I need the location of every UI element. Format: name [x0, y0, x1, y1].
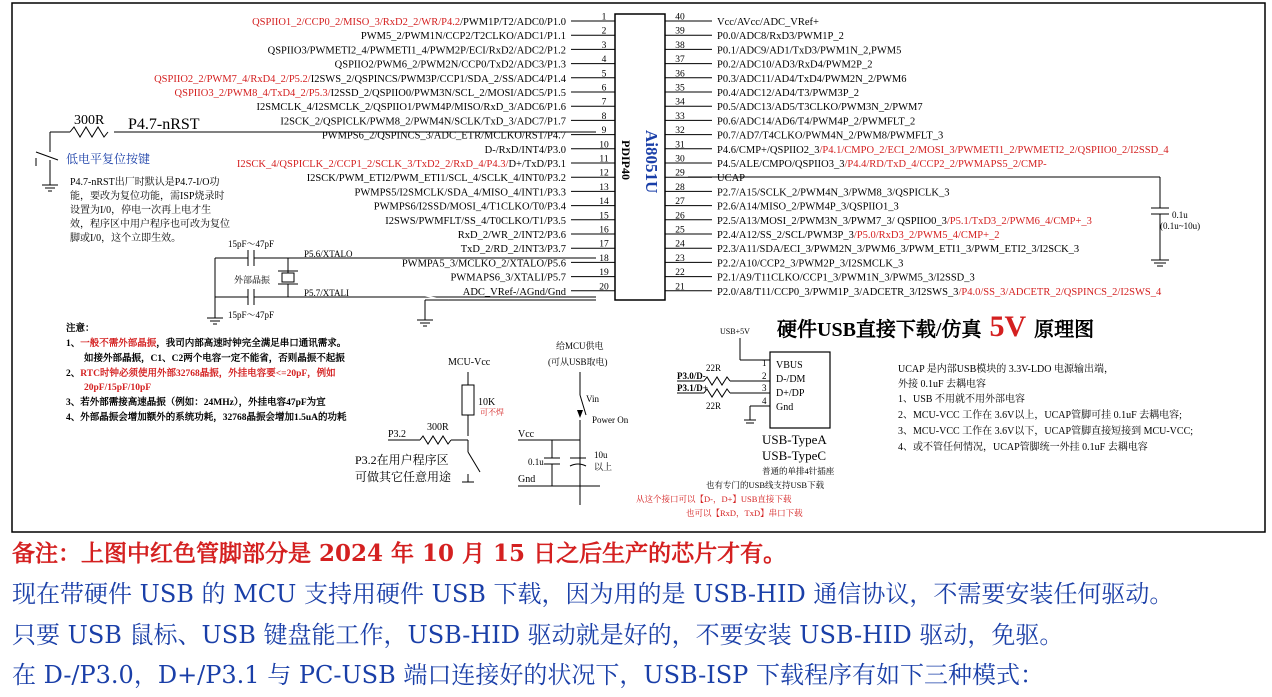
- right-pin-group: [665, 13, 1169, 298]
- bottom-note-red: 备注：上图中红色管脚部分是 2024 年 10 月 15 日之后生产的芯片才有。: [12, 540, 787, 567]
- left-pin-group: [154, 13, 615, 298]
- ucap-cap-range: (0.1u~10u): [1160, 221, 1201, 231]
- reset-resistor: [70, 127, 108, 137]
- pin-number: 3: [601, 40, 607, 51]
- pin-label: P2.0/A8/T11/CCP0_3/PWM1P_3/ADCETR_3/I2SWS_3/P4.0/SS_3/ADCETR_2/QSPINCS_2/I2SWS_4: [717, 286, 1162, 298]
- ucap-cap-value: 0.1u: [1172, 210, 1188, 220]
- chip-package-group: [619, 140, 633, 180]
- pin-number: 15: [599, 211, 609, 222]
- reset-button-label: 低电平复位按键: [66, 152, 151, 166]
- pin-label: I2SMCLK_4/I2SMCLK_2/QSPIIO1/PWM4P/MISO/RxD_3/ADC6/P1.6: [256, 102, 566, 114]
- usb-type-a: USB-TypeA: [762, 432, 827, 447]
- usb-pin-num: 4: [762, 396, 767, 406]
- p32-circuit: [355, 357, 504, 484]
- ucap-line: 外接 0.1uF 去耦电容: [898, 379, 987, 390]
- pin-label: QSPIIO3_2/PWM8_4/TxD4_2/P5.3/I2SSD_2/QSPIIO0/PWM3N/SCL_2/MOSI/ADC5/P1.5: [174, 88, 566, 99]
- pin-label: P4.6/CMP+/QSPIIO2_3/P4.1/CMPO_2/ECI_2/MOSI_3/PWMETI1_2/PWMETI2_2/QSPIIO0_2/I2SSD_4: [717, 144, 1169, 156]
- pin-number: 7: [601, 97, 607, 108]
- reset-note-line: 脚或I/0，这个立即生效。: [70, 233, 182, 244]
- pin-number: 32: [675, 126, 685, 137]
- usb-info-red-line: 也可以【RxD，TxD】串口下载: [686, 508, 803, 518]
- pin-number: 31: [675, 140, 685, 151]
- pin-number: 12: [599, 168, 609, 179]
- note-line: 如接外部晶振，C1、C2两个电容一定不能省，否则晶振不起振: [84, 354, 345, 364]
- pin-number: 35: [675, 83, 685, 94]
- crystal-net-xtali: P5.7/XTALI: [304, 288, 350, 298]
- usb-res-top-value: 22R: [706, 363, 722, 373]
- pin-label: PWMAPS6_3/XTALI/P5.7: [450, 272, 566, 284]
- pin-number: 39: [675, 26, 685, 37]
- reset-resistor-value: 300R: [74, 113, 105, 128]
- bottom-description-line: 现在带硬件 USB 的 MCU 支持用硬件 USB 下载，因为用的是 USB-HID 通信协议，不需要安装任何驱动。: [12, 580, 1174, 608]
- usb-res-dp: [704, 389, 730, 397]
- crystal-label: 外部晶振: [234, 275, 271, 285]
- pin-label: RxD_2/WR_2/INT2/P3.6: [457, 230, 566, 241]
- note-line: 20pF/15pF/10pF: [84, 383, 152, 393]
- ucap-line: 3、MCU-VCC 工作在 3.6V以下，UCAP管脚直接短接到 MCU-VCC;: [898, 426, 1194, 437]
- p32-switch: [468, 452, 480, 472]
- vin-label: Vin: [586, 394, 599, 404]
- series-resistor-value: 300R: [427, 422, 449, 433]
- mcu-vcc-label: MCU-Vcc: [448, 357, 491, 368]
- chip-name-group: [642, 130, 661, 193]
- pin-label: I2SCK_4/QSPICLK_2/CCP1_2/SCLK_3/TxD2_2/RxD_4/P4.3/D+/TxD/P3.1: [236, 159, 566, 170]
- usb-vcc-label: USB+5V: [720, 327, 750, 336]
- pin-number: 27: [675, 197, 685, 208]
- pullup-value: 10K: [478, 397, 496, 408]
- reset-note: [70, 175, 230, 244]
- pin-number: 5: [601, 69, 607, 80]
- pin-number: 26: [675, 211, 685, 222]
- pin-label: P0.4/ADC12/AD4/T3/PWM3P_2: [717, 88, 860, 99]
- reset-note-line: 设置为I/0，停电一次再上电才生: [70, 205, 212, 216]
- crystal-net-xtalo: P5.6/XTALO: [304, 249, 353, 259]
- usb-pin-name: VBUS: [776, 360, 803, 371]
- usb-res-bottom-value: 22R: [706, 401, 722, 411]
- pin-label: I2SCK_2/QSPICLK/PWM8_2/PWM4N/SCLK/TxD_3/ADC7/P1.7: [280, 116, 566, 128]
- pin-number: 10: [599, 140, 609, 151]
- chip-package: PDIP40: [619, 140, 633, 180]
- pin-number: 16: [599, 225, 609, 236]
- pin-label: ADC_VRef-/AGnd/Gnd: [462, 286, 566, 298]
- pin-label: PWMPS6/I2SSD/MOSI_4/T1CLKO/T0/P3.4: [373, 201, 566, 213]
- pin-label: P0.0/ADC8/RxD3/PWM1P_2: [717, 31, 844, 43]
- usb-info-red-line: 从这个接口可以【D-，D+】USB直接下载: [636, 494, 792, 504]
- chip-name: Ai8051U: [642, 130, 661, 194]
- pin-number: 38: [675, 40, 685, 51]
- pin-label: UCAP: [717, 173, 746, 185]
- ucap-notes: [898, 362, 1193, 453]
- pin-label: P0.1/ADC9/AD1/TxD3/PWM1N_2,PWM5: [717, 45, 902, 57]
- note-line: 2、RTC时钟必须使用外部32768晶振，外挂电容要<=20pF，例如: [66, 369, 336, 379]
- pin-label: P0.2/ADC10/AD3/RxD4/PWM2P_2: [717, 59, 873, 71]
- bottom-description-line: 只要 USB 鼠标、USB 键盘能工作，USB-HID 驱动就是好的，不要安装 USB-HID 驱动，免驱。: [12, 621, 1064, 649]
- notes-block: [66, 322, 347, 423]
- ucap-title: UCAP 是内部USB模块的 3.3V-LDO 电源输出端，: [898, 364, 1114, 375]
- cap-small-value: 0.1u: [528, 457, 544, 467]
- pin-label: D-/RxD/INT4/P3.0: [484, 144, 566, 156]
- pin-number: 21: [675, 282, 685, 293]
- usb-pin-num: 1: [762, 358, 767, 368]
- usb-pin-name: Gnd: [776, 402, 794, 413]
- pin-label: P0.7/AD7/T4CLKO/PWM4N_2/PWM8/PWMFLT_3: [717, 130, 944, 142]
- vcc-label: Vcc: [518, 429, 535, 440]
- pin-number: 19: [599, 268, 609, 279]
- usb-info-line: 普通的单排4针插座: [762, 466, 835, 476]
- pin-number: 8: [601, 111, 607, 122]
- pin-label: Vcc/AVcc/ADC_VRef+: [717, 17, 819, 28]
- pin-label: P4.5/ALE/CMPO/QSPIIO3_3/P4.4/RD/TxD_4/CCP2_2/PWMAPS5_2/CMP-: [717, 159, 1047, 170]
- usb-net-dp: P3.1/D+: [677, 383, 708, 393]
- pin-number: 25: [675, 225, 685, 236]
- pin-label: QSPIIO3/PWMETI2_4/PWMETI1_4/PWM2P/ECI/RxD2/ADC2/P1.2: [267, 45, 566, 57]
- pin-label: P0.5/ADC13/AD5/T3CLKO/PWM3N_2/PWM7: [717, 102, 923, 114]
- pin-label: P0.3/ADC11/AD4/TxD4/PWM2N_2/PWM6: [717, 73, 907, 85]
- reset-note-line: 效，程序区中用户程序也可改为复位: [70, 219, 230, 230]
- power-supply-circuit: [518, 340, 629, 505]
- usb-type-c: USB-TypeC: [762, 448, 827, 463]
- supply-sub: (可从USB取电): [548, 357, 608, 367]
- pullup-note: 可不焊: [480, 408, 504, 417]
- p32-net-label: P3.2: [388, 429, 407, 440]
- reset-net-label: P4.7-nRST: [128, 116, 200, 133]
- series-resistor: [420, 436, 451, 444]
- bottom-description-line: 在 D-/P3.0，D+/P3.1 与 PC-USB 端口连接好的状况下，USB-ISP 下载程序有如下三种模式：: [12, 661, 1044, 689]
- pin-label: TxD_2/RD_2/INT3/P3.7: [460, 244, 566, 256]
- ucap-line: 1、USB 不用就不用外部电容: [898, 394, 1025, 405]
- crystal-cap-top-value: 15pF～47pF: [228, 239, 275, 249]
- pin-number: 29: [675, 168, 685, 179]
- pullup-resistor: [462, 385, 474, 415]
- pin-number: 1: [601, 12, 607, 23]
- notes-heading: 注意：: [66, 324, 95, 334]
- supply-label: 给MCU供电: [556, 341, 604, 351]
- pin-number: 36: [675, 69, 685, 80]
- pin-label: P2.4/A12/SS_2/SCL/PWM3P_3/P5.0/RxD3_2/PWM5_4/CMP+_2: [717, 230, 1000, 241]
- usb-title: 硬件USB直接下载/仿真 5V 原理图: [777, 310, 1095, 343]
- usb-connector-circuit: [636, 327, 835, 519]
- pin-label: QSPIIO2/PWM6_2/PWM2N/CCP0/TxD2/ADC3/P1.3: [334, 59, 566, 71]
- usb-info-line: 也有专门的USB线支持USB下载: [706, 480, 825, 490]
- usb-pin-num: 2: [762, 371, 767, 381]
- pin-label: PWMPS6_2/QSPINCS_3/ADC_ETR/MCLKO/RST/P4.7: [321, 130, 566, 142]
- crystal-cap-bottom-value: 15pF～47pF: [228, 310, 275, 320]
- pin-number: 11: [599, 154, 609, 165]
- pin-number: 33: [675, 111, 685, 122]
- pin-number: 14: [599, 197, 609, 208]
- usb-net-dm: P3.0/D-: [677, 371, 706, 381]
- pin-label: QSPIIO2_2/PWM7_4/RxD4_2/P5.2/I2SWS_2/QSPINCS/PWM3P/CCP1/SDA_2/SS/ADC4/P1.4: [154, 73, 566, 85]
- usb-pin-name: D-/DM: [776, 374, 806, 385]
- gnd-label: Gnd: [518, 474, 536, 485]
- ucap-line: 4、或不管任何情况，UCAP管脚统一外挂 0.1uF 去耦电容: [898, 442, 1148, 453]
- usb-pin-num: 3: [762, 383, 767, 393]
- pin-number: 40: [675, 12, 685, 23]
- reset-button-switch: [36, 152, 58, 160]
- pin-number: 4: [601, 55, 607, 66]
- pin-label: P2.1/A9/T11CLKO/CCP1_3/PWM1N_3/PWM5_3/I2SSD_3: [717, 272, 975, 284]
- pin-number: 2: [601, 26, 607, 37]
- pin-number: 13: [599, 182, 609, 193]
- power-on-label: Power On: [592, 415, 629, 425]
- cap-big-note: 以上: [594, 462, 613, 472]
- pin-label: QSPIIO1_2/CCP0_2/MISO_3/RxD2_2/WR/P4.2/PWM1P/T2/ADC0/P1.0: [252, 17, 566, 28]
- pin-number: 28: [675, 182, 685, 193]
- pin-number: 9: [601, 126, 607, 137]
- reset-note-line: 能，要改为复位功能，需ISP烧录时: [70, 191, 225, 202]
- pin-label: P2.5/A13/MOSI_2/PWM3N_3/PWM7_3/ QSPIIO0_3/P5.1/TxD3_2/PWM6_4/CMP+_3: [717, 215, 1092, 227]
- pin-label: PWMPS5/I2SMCLK/SDA_4/MISO_4/INT1/P3.3: [354, 187, 566, 199]
- pin-label: I2SWS/PWMFLT/SS_4/T0CLKO/T1/P3.5: [385, 215, 566, 227]
- pin-number: 20: [599, 282, 609, 293]
- usb-res-dm: [704, 377, 730, 385]
- pin-number: 24: [675, 239, 685, 250]
- pin-number: 17: [599, 239, 609, 250]
- pin-number: 6: [601, 83, 607, 94]
- p32-note-line: 可做其它任意用途: [355, 470, 452, 484]
- pin-number: 30: [675, 154, 685, 165]
- crystal-symbol: [282, 273, 294, 282]
- cap-big-value: 10u: [594, 450, 608, 460]
- pin-label: P2.2/A10/CCP2_3/PWM2P_3/I2SMCLK_3: [717, 258, 904, 270]
- note-line: 4、外部晶振会增加额外的系统功耗，32768晶振会增加1.5uA的功耗: [66, 413, 347, 423]
- pin-number: 37: [675, 55, 685, 66]
- usb-pin-name: D+/DP: [776, 388, 805, 399]
- reset-note-line: P4.7-nRST出厂时默认是P4.7-I/O功: [70, 177, 220, 188]
- pin-label: P0.6/ADC14/AD6/T4/PWM4P_2/PWMFLT_2: [717, 116, 916, 128]
- pin-number: 22: [675, 268, 685, 279]
- pin-number: 23: [675, 253, 685, 264]
- note-line: 1、一般不需外部晶振，我司内部高速时钟完全满足串口通讯需求。: [66, 339, 347, 349]
- chip-ground: [417, 296, 596, 326]
- power-switch-arrow: [577, 410, 583, 418]
- pin-label: P2.6/A14/MISO_2/PWM4P_3/QSPIIO1_3: [717, 201, 899, 213]
- p32-note-line: P3.2在用户程序区: [355, 453, 449, 467]
- note-line: 3、若外部需接高速晶振（例如：24MHz），外挂电容47pF为宜: [66, 398, 326, 408]
- ucap-line: 2、MCU-VCC 工作在 3.6V以上，UCAP管脚可挂 0.1uF 去耦电容;: [898, 410, 1182, 421]
- pin-label: PWMPA5_3/MCLKO_2/XTALO/P5.6: [401, 258, 566, 270]
- pin-label: P2.7/A15/SCLK_2/PWM4N_3/PWM8_3/QSPICLK_3: [717, 187, 950, 199]
- pin-number: 34: [675, 97, 685, 108]
- pin-label: PWM5_2/PWM1N/CCP2/T2CLKO/ADC1/P1.1: [360, 31, 566, 43]
- pin-label: I2SCK/PWM_ETI2/PWM_ETI1/SCL_4/SCLK_4/INT0/P3.2: [306, 173, 566, 185]
- pin-number: 18: [599, 253, 609, 264]
- pin-label: P2.3/A11/SDA/ECI_3/PWM2N_3/PWM6_3/PWM_ETI1_3/PWM_ETI2_3/I2SCK_3: [717, 244, 1080, 256]
